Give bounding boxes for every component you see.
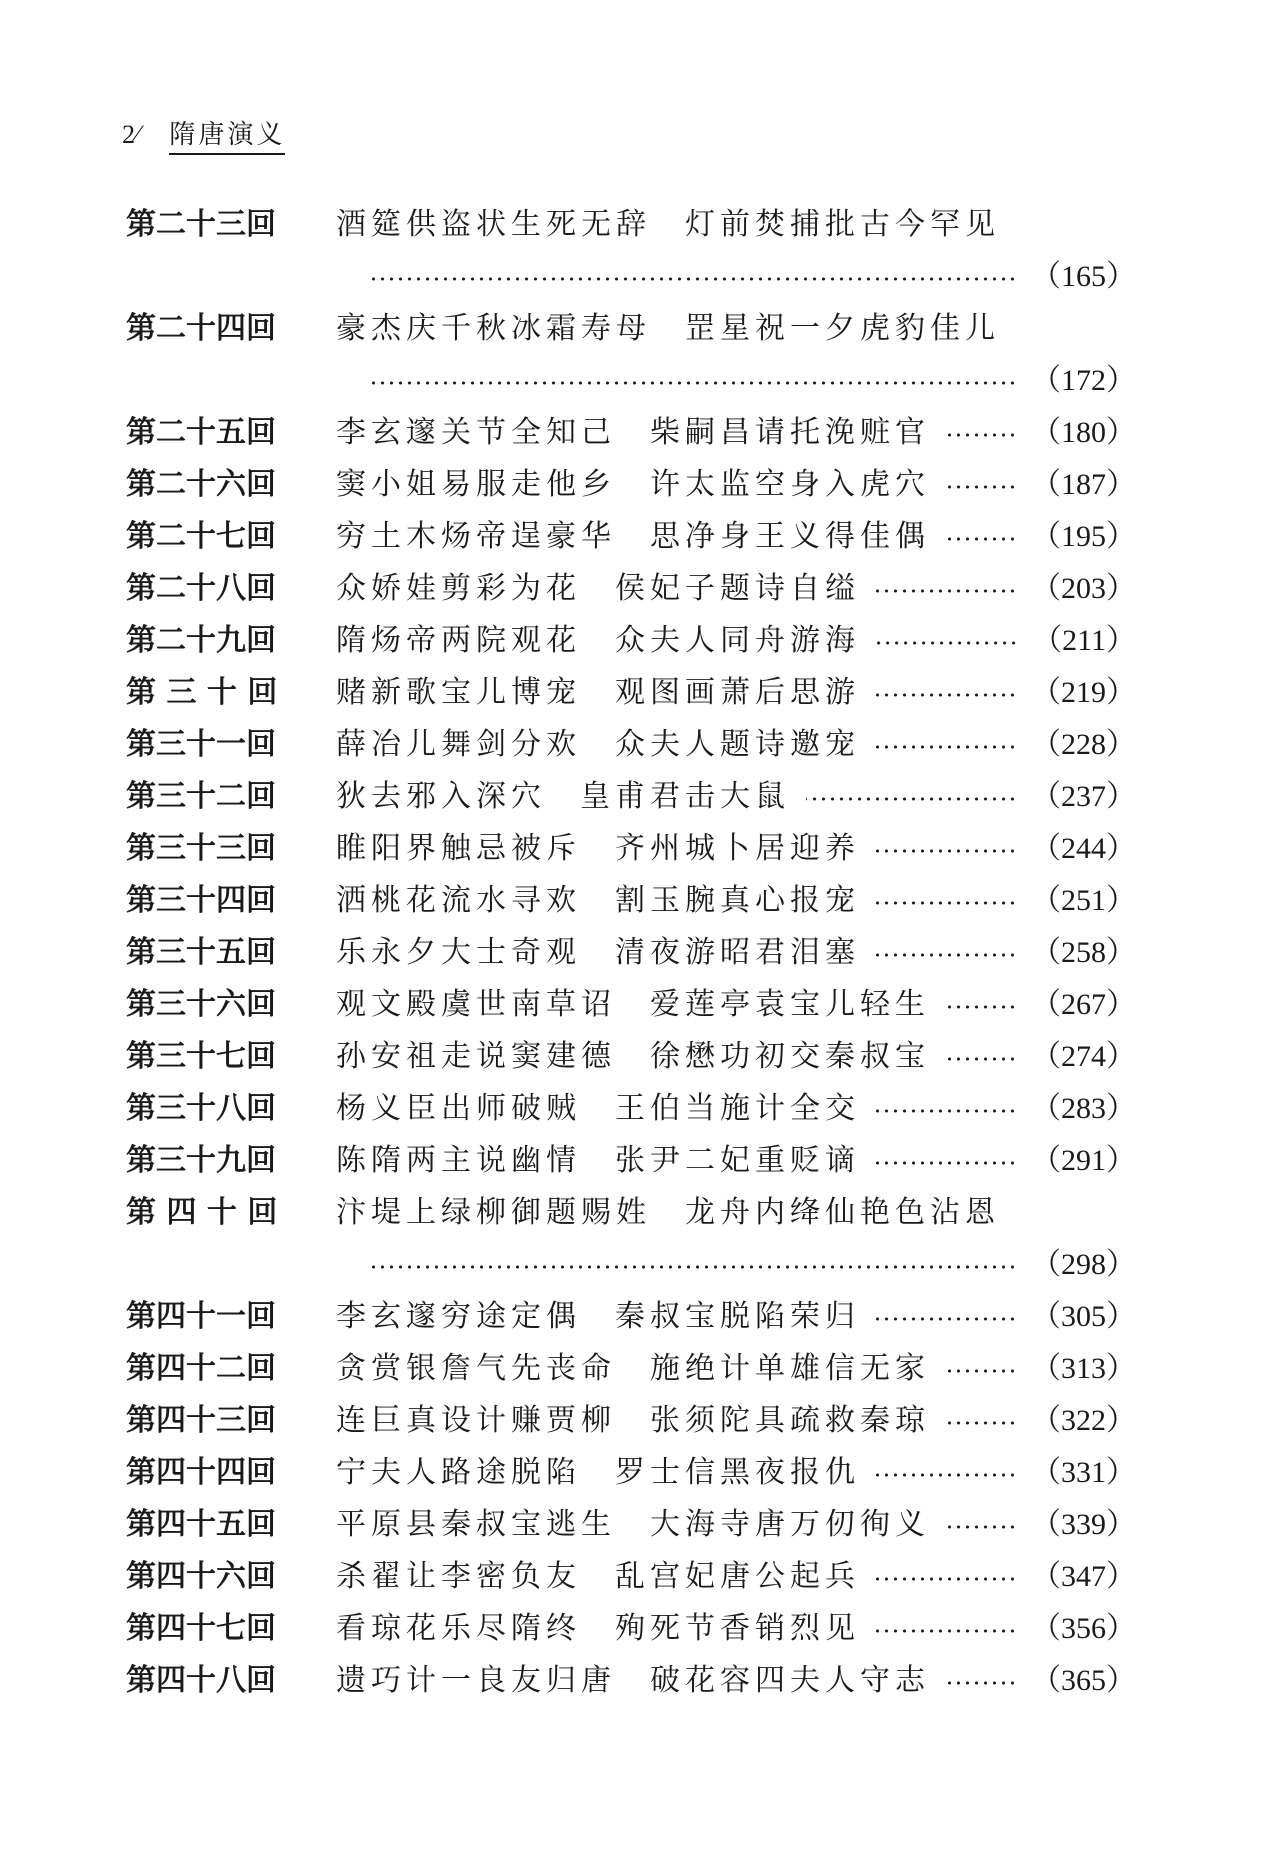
toc-entry[interactable] [126, 1131, 1136, 1183]
chapter-title-second-line: 侯妃子题诗自缢 [615, 571, 860, 606]
dot-leader [946, 1369, 1017, 1373]
chapter-number: 第三十六回 [126, 987, 276, 1022]
dot-leader [946, 1057, 1017, 1061]
dot-leader [876, 1109, 1017, 1113]
chapter-title-second-line: 清夜游昭君泪塞 [615, 935, 860, 970]
toc-entry[interactable] [126, 299, 1136, 351]
chapter-title-second-line: 张尹二妃重贬谪 [615, 1143, 860, 1178]
page-reference: （291） [1031, 1144, 1136, 1177]
dot-leader [946, 1681, 1017, 1685]
toc-entry[interactable] [126, 195, 1136, 247]
chapter-title [336, 1499, 930, 1543]
chapter-title [336, 823, 860, 867]
chapter-title-second-line: 乱宫妃唐公起兵 [615, 1559, 860, 1594]
page-reference: （228） [1031, 728, 1136, 761]
toc-entry[interactable] [126, 819, 1136, 871]
chapter-title-second-line: 罗士信黑夜报仇 [615, 1455, 860, 1490]
page-reference: （172） [1031, 364, 1136, 397]
page-reference: （251） [1031, 884, 1136, 917]
book-title: 隋唐演义 [169, 114, 285, 155]
dot-leader [876, 693, 1017, 697]
page-number: 2⁄ [122, 120, 140, 149]
chapter-title [336, 875, 860, 919]
chapter-title [336, 771, 790, 815]
chapter-number: 第二十三回 [126, 207, 276, 242]
chapter-title-second-line: 柴嗣昌请托浼赃官 [650, 415, 930, 450]
chapter-number: 第 三 十 回 [126, 675, 278, 710]
toc-entry[interactable] [126, 1651, 1136, 1703]
chapter-number: 第二十八回 [126, 571, 276, 606]
dot-leader [876, 641, 1018, 645]
chapter-title-second-line: 张须陀具疏救秦琼 [650, 1403, 930, 1438]
chapter-title-second-line: 灯前焚捕批古今罕见 [685, 207, 1000, 242]
dot-leader [366, 381, 1017, 385]
chapter-number: 第四十八回 [126, 1663, 276, 1698]
chapter-title [336, 667, 860, 711]
chapter-title-first-line: 窦小姐易服走他乡 [336, 467, 616, 502]
chapter-title [336, 563, 860, 607]
toc-entry[interactable] [126, 1027, 1136, 1079]
chapter-title-second-line: 齐州城卜居迎养 [615, 831, 860, 866]
chapter-title [336, 979, 930, 1023]
dot-leader [366, 1265, 1017, 1269]
toc-entry-continuation[interactable] [126, 351, 1136, 403]
toc-entry[interactable] [126, 1079, 1136, 1131]
chapter-number: 第二十四回 [126, 311, 276, 346]
chapter-title-second-line: 龙舟内绛仙艳色沾恩 [685, 1195, 1000, 1230]
dot-leader [946, 1525, 1017, 1529]
page-reference: （331） [1031, 1456, 1136, 1489]
chapter-title [336, 459, 930, 503]
dot-leader [876, 901, 1017, 905]
page-reference: （267） [1031, 988, 1136, 1021]
chapter-title-first-line: 遗巧计一良友归唐 [336, 1663, 616, 1698]
chapter-title [336, 1343, 930, 1387]
page-reference: （305） [1031, 1300, 1136, 1333]
page-reference: （237） [1031, 780, 1136, 813]
chapter-title-second-line: 割玉腕真心报宠 [615, 883, 860, 918]
dot-leader [876, 745, 1017, 749]
chapter-title-first-line: 杨义臣出师破贼 [336, 1091, 581, 1126]
chapter-number: 第 四 十 回 [126, 1195, 278, 1230]
chapter-title-first-line: 看琼花乐尽隋终 [336, 1611, 581, 1646]
chapter-title-second-line: 殉死节香销烈见 [615, 1611, 860, 1646]
chapter-number: 第四十五回 [126, 1507, 276, 1542]
chapter-number: 第四十四回 [126, 1455, 276, 1490]
chapter-title-second-line: 破花容四夫人守志 [650, 1663, 930, 1698]
chapter-title-first-line: 洒桃花流水寻欢 [336, 883, 581, 918]
chapter-title-second-line: 徐懋功初交秦叔宝 [650, 1039, 930, 1074]
dot-leader [876, 1629, 1017, 1633]
page-reference: （347） [1031, 1560, 1136, 1593]
page-reference: （187） [1031, 468, 1136, 501]
toc-entry[interactable] [126, 871, 1136, 923]
toc-entry[interactable] [126, 507, 1136, 559]
chapter-number: 第三十二回 [126, 779, 276, 814]
chapter-title-first-line: 连巨真设计赚贾柳 [336, 1403, 616, 1438]
chapter-number: 第三十九回 [126, 1143, 276, 1178]
page-header [122, 114, 285, 155]
chapter-title-first-line: 孙安祖走说窦建德 [336, 1039, 616, 1074]
toc-entry-continuation[interactable] [126, 247, 1136, 299]
chapter-title-second-line: 施绝计单雄信无家 [650, 1351, 930, 1386]
toc-entry[interactable] [126, 975, 1136, 1027]
toc-entry[interactable] [126, 455, 1136, 507]
chapter-title-second-line: 爱莲亭袁宝儿轻生 [650, 987, 930, 1022]
chapter-number: 第二十五回 [126, 415, 276, 450]
chapter-number: 第四十六回 [126, 1559, 276, 1594]
chapter-title-first-line: 李玄邃关节全知己 [336, 415, 616, 450]
dot-leader [876, 849, 1017, 853]
chapter-title-first-line: 贪赏银詹气先丧命 [336, 1351, 616, 1386]
page-reference: （195） [1031, 520, 1136, 553]
page-reference: （165） [1031, 260, 1136, 293]
chapter-number: 第三十八回 [126, 1091, 276, 1126]
toc-entry[interactable] [126, 1547, 1136, 1599]
chapter-title-first-line: 观文殿虞世南草诏 [336, 987, 616, 1022]
chapter-title-first-line: 陈隋两主说幽情 [336, 1143, 581, 1178]
toc-entry[interactable] [126, 663, 1136, 715]
toc-entry[interactable] [126, 1183, 1136, 1235]
chapter-title-second-line: 许太监空身入虎穴 [650, 467, 930, 502]
dot-leader [946, 1421, 1017, 1425]
chapter-number: 第四十三回 [126, 1403, 276, 1438]
dot-leader [876, 1317, 1017, 1321]
toc-entry-continuation[interactable] [126, 1235, 1136, 1287]
chapter-title-first-line: 穷土木炀帝逞豪华 [336, 519, 616, 554]
toc-entry[interactable] [126, 767, 1136, 819]
chapter-title [336, 1447, 860, 1491]
chapter-number: 第二十九回 [126, 623, 276, 658]
chapter-number: 第二十七回 [126, 519, 276, 554]
page-reference: （322） [1031, 1404, 1136, 1437]
chapter-number: 第三十三回 [126, 831, 276, 866]
chapter-title [336, 615, 860, 659]
chapter-title-second-line: 大海寺唐万仞徇义 [650, 1507, 930, 1542]
chapter-title [336, 1603, 860, 1647]
chapter-title-first-line: 平原县秦叔宝逃生 [336, 1507, 616, 1542]
chapter-title-first-line: 乐永夕大士奇观 [336, 935, 581, 970]
chapter-title [336, 511, 930, 555]
toc-entry[interactable] [126, 1495, 1136, 1547]
toc-entry[interactable] [126, 611, 1136, 663]
chapter-title-first-line: 汴堤上绿柳御题赐姓 [336, 1195, 651, 1230]
toc-entry[interactable] [126, 1339, 1136, 1391]
toc-entry[interactable] [126, 1391, 1136, 1443]
toc-entry[interactable] [126, 403, 1136, 455]
table-of-contents [126, 195, 1136, 1703]
chapter-number: 第三十一回 [126, 727, 276, 762]
page-reference: （258） [1031, 936, 1136, 969]
chapter-number: 第三十七回 [126, 1039, 276, 1074]
dot-leader [876, 1577, 1017, 1581]
page-reference: （365） [1031, 1664, 1136, 1697]
page-reference: （211） [1032, 624, 1136, 657]
chapter-title-second-line: 众夫人同舟游海 [615, 623, 860, 658]
dot-leader [876, 589, 1017, 593]
chapter-title-first-line: 隋炀帝两院观花 [336, 623, 581, 658]
chapter-title [336, 1395, 930, 1439]
chapter-number: 第四十一回 [126, 1299, 276, 1334]
toc-entry[interactable] [126, 715, 1136, 767]
chapter-title [336, 1655, 930, 1699]
chapter-title-first-line: 豪杰庆千秋冰霜寿母 [336, 311, 651, 346]
toc-entry[interactable] [126, 1287, 1136, 1339]
chapter-number: 第四十二回 [126, 1351, 276, 1386]
dot-leader [946, 485, 1017, 489]
chapter-title [336, 303, 1000, 347]
chapter-title-first-line: 薛冶儿舞剑分欢 [336, 727, 581, 762]
page-reference: （339） [1031, 1508, 1136, 1541]
chapter-title [336, 1291, 860, 1335]
chapter-title-first-line: 杀翟让李密负友 [336, 1559, 581, 1594]
chapter-title [336, 1187, 1000, 1231]
chapter-title [336, 407, 930, 451]
toc-entry[interactable] [126, 559, 1136, 611]
chapter-title-second-line: 众夫人题诗邀宠 [615, 727, 860, 762]
toc-entry[interactable] [126, 1443, 1136, 1495]
dot-leader [806, 797, 1017, 801]
dot-leader [946, 537, 1017, 541]
toc-entry[interactable] [126, 1599, 1136, 1651]
dot-leader [366, 277, 1017, 281]
dot-leader [876, 1473, 1017, 1477]
chapter-title-second-line: 皇甫君击大鼠 [580, 779, 790, 814]
chapter-number: 第四十七回 [126, 1611, 276, 1646]
chapter-number: 第三十五回 [126, 935, 276, 970]
chapter-title-second-line: 思净身王义得佳偶 [650, 519, 930, 554]
chapter-title [336, 1031, 930, 1075]
page-reference: （356） [1031, 1612, 1136, 1645]
toc-entry[interactable] [126, 923, 1136, 975]
dot-leader [946, 1005, 1017, 1009]
page-reference: （283） [1031, 1092, 1136, 1125]
chapter-title [336, 199, 1000, 243]
page-reference: （298） [1031, 1248, 1136, 1281]
chapter-title [336, 1551, 860, 1595]
chapter-title [336, 1083, 860, 1127]
chapter-title-first-line: 宁夫人路途脱陷 [336, 1455, 581, 1490]
page-reference: （203） [1031, 572, 1136, 605]
chapter-title-first-line: 狄去邪入深穴 [336, 779, 546, 814]
chapter-title-second-line: 罡星祝一夕虎豹佳儿 [685, 311, 1000, 346]
dot-leader [946, 433, 1017, 437]
chapter-number: 第二十六回 [126, 467, 276, 502]
chapter-title [336, 927, 860, 971]
chapter-title-second-line: 观图画萧后思游 [615, 675, 860, 710]
dot-leader [876, 1161, 1017, 1165]
chapter-title-second-line: 王伯当施计全交 [615, 1091, 860, 1126]
chapter-title-second-line: 秦叔宝脱陷荣归 [615, 1299, 860, 1334]
chapter-title-first-line: 李玄邃穷途定偶 [336, 1299, 581, 1334]
chapter-title-first-line: 赌新歌宝儿博宠 [336, 675, 581, 710]
chapter-title [336, 1135, 860, 1179]
page-reference: （219） [1031, 676, 1136, 709]
chapter-number: 第三十四回 [126, 883, 276, 918]
dot-leader [876, 953, 1017, 957]
chapter-title-first-line: 睢阳界触忌被斥 [336, 831, 581, 866]
page-reference: （244） [1031, 832, 1136, 865]
chapter-title [336, 719, 860, 763]
chapter-title-first-line: 众娇娃剪彩为花 [336, 571, 581, 606]
page-reference: （274） [1031, 1040, 1136, 1073]
page-reference: （313） [1031, 1352, 1136, 1385]
page-reference: （180） [1031, 416, 1136, 449]
chapter-title-first-line: 酒筵供盗状生死无辞 [336, 207, 651, 242]
